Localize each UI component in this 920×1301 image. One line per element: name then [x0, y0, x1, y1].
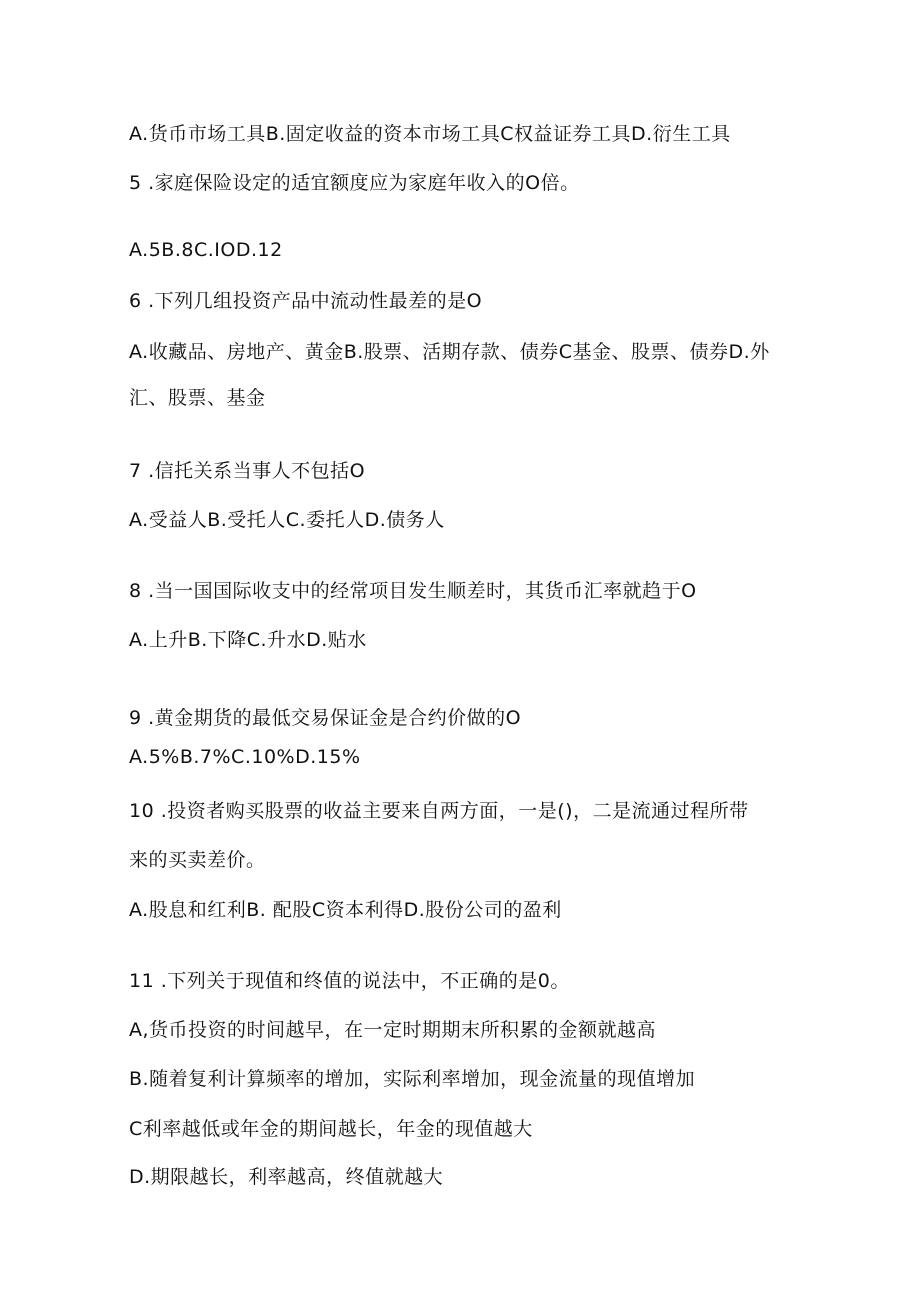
answer-options-q9: A.5%B.7%C.10%D.15%: [129, 746, 361, 768]
answer-option-q11-d: D.期限越长，利率越高，终值就越大: [129, 1166, 444, 1188]
answer-options-q5: A.5B.8C.IOD.12: [129, 239, 283, 261]
answer-options-q6-continued: 汇、股票、基金: [129, 387, 266, 409]
answer-options-q8: A.上升B.下降C.升水D.贴水: [129, 629, 367, 651]
question-7: 7 .信托关系当事人不包括O: [129, 460, 366, 482]
answer-options-q4: A.货币市场工具B.固定收益的资本市场工具C权益证券工具D.衍生工具: [129, 123, 731, 145]
question-8: 8 .当一国国际收支中的经常项目发生顺差时，其货币汇率就趋于O: [129, 580, 697, 602]
answer-option-q11-b: B.随着复利计算频率的增加，实际利率增加，现金流量的现值增加: [129, 1068, 696, 1090]
answer-options-q7: A.受益人B.受托人C.委托人D.债务人: [129, 509, 445, 531]
question-10-continued: 来的买卖差价。: [129, 849, 266, 871]
question-9: 9 .黄金期货的最低交易保证金是合约价做的O: [129, 707, 522, 729]
answer-options-q6: A.收藏品、房地产、黄金B.股票、活期存款、债券C基金、股票、债券D.外: [129, 341, 770, 363]
question-10: 10 .投资者购买股票的收益主要来自两方面，一是()，二是流通过程所带: [129, 800, 749, 822]
answer-option-q11-a: A,货币投资的时间越早，在一定时期期末所积累的金额就越高: [129, 1019, 657, 1041]
answer-option-q11-c: C利率越低或年金的期间越长，年金的现值越大: [129, 1118, 533, 1140]
answer-options-q10: A.股息和红利B. 配股C资本利得D.股份公司的盈利: [129, 899, 562, 921]
question-6: 6 .下列几组投资产品中流动性最差的是O: [129, 290, 483, 312]
question-11: 11 .下列关于现值和终值的说法中，不正确的是0。: [129, 970, 570, 992]
question-5: 5 .家庭保险设定的适宜额度应为家庭年收入的O倍。: [129, 172, 580, 194]
